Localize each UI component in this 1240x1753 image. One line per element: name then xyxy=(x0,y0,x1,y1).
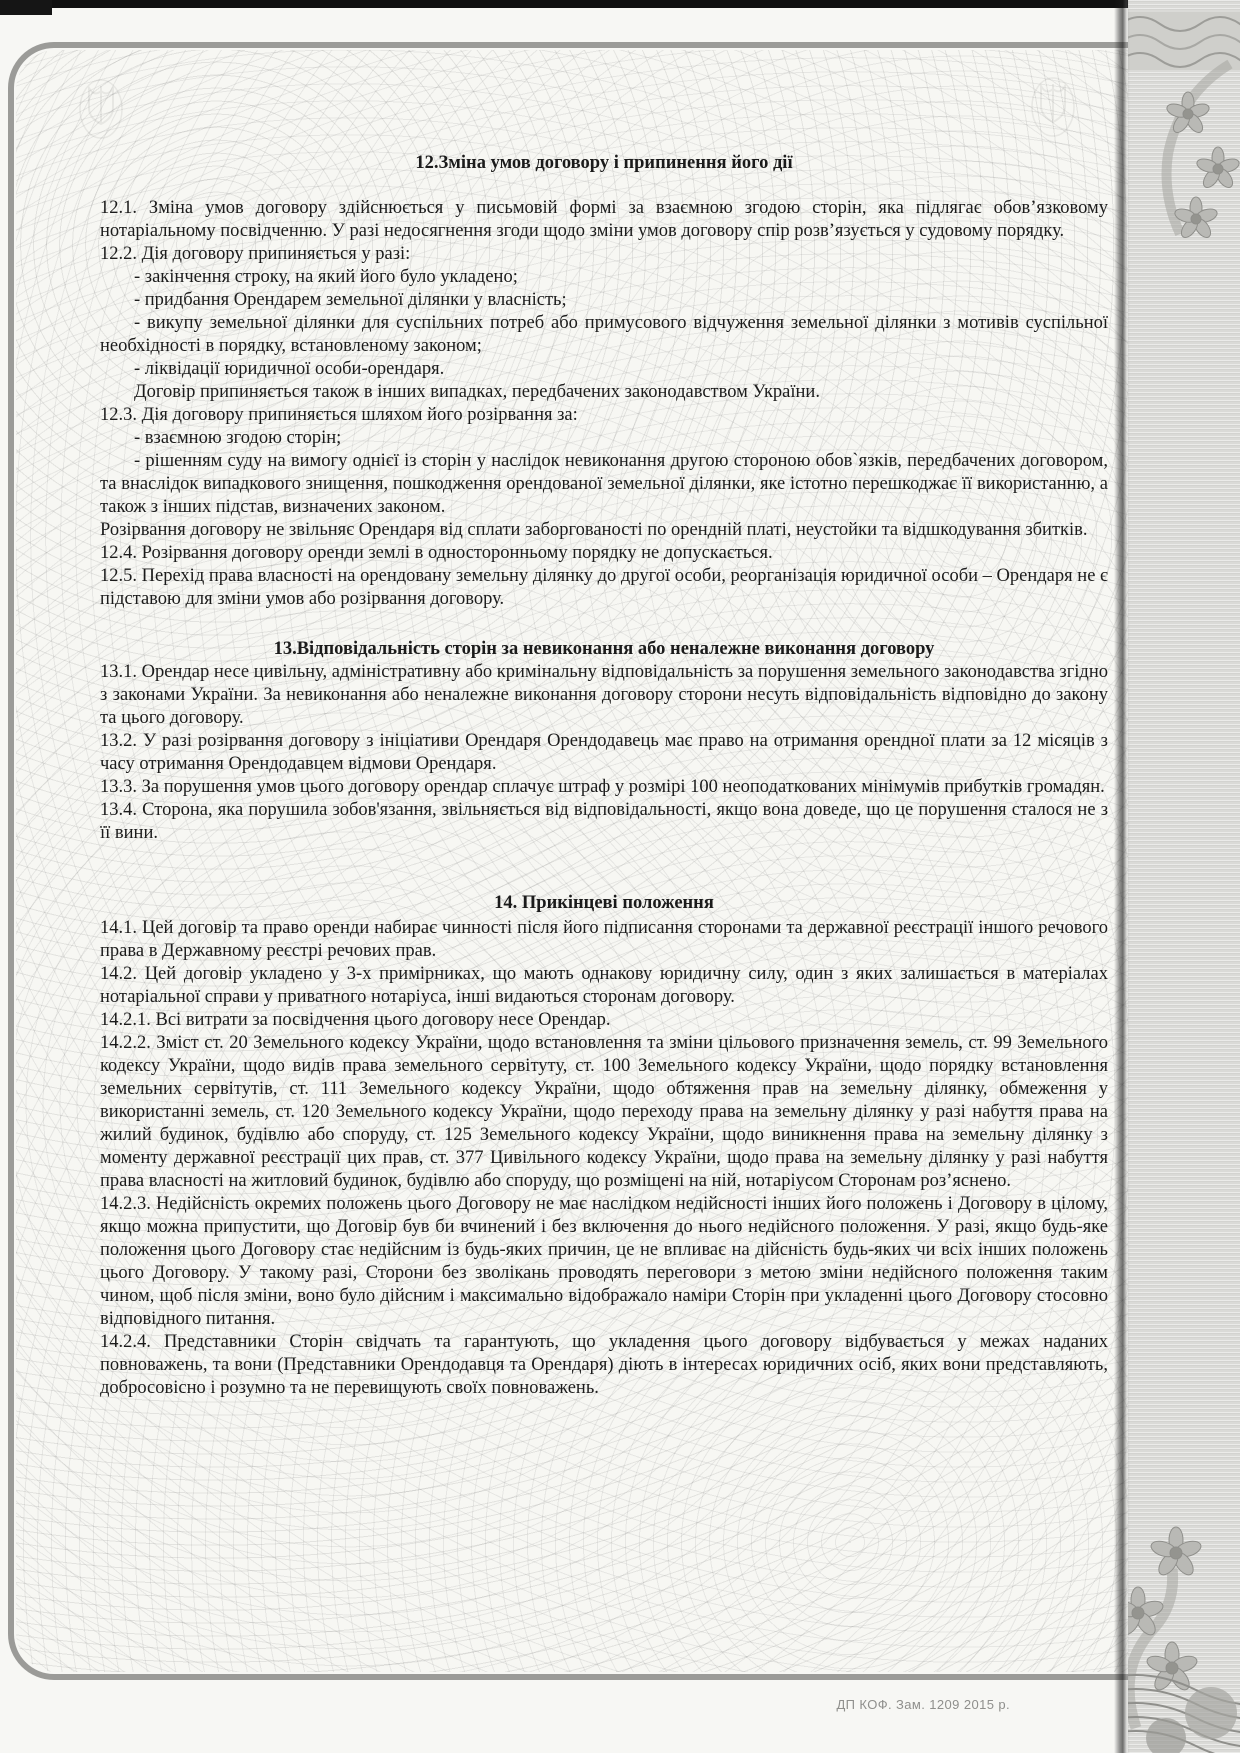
contract-paragraph: - ліквідації юридичної особи-орендаря. xyxy=(134,359,445,379)
contract-paragraph: 14.2. Цей договір укладено у 3-х примірниках, що мають однакову юридичну силу, один з яких залишається в матеріалах нотаріальної справи у приватного нотаріуса, інші видаються сторонам договору. xyxy=(100,964,1108,1007)
underlying-sheet-edge xyxy=(1128,0,1240,1753)
contract-paragraph: - придбання Орендарем земельної ділянки у власність; xyxy=(134,290,567,310)
contract-paragraph: 14.2.2. Зміст ст. 20 Земельного кодексу України, щодо встановлення та зміни цільового призначення земель, ст. 99 Земельного кодексу України, щодо видів права земельного сервітуту, ст. 100 Земельного кодексу України, щодо порядку встановлення земельних сервітутів, ст. 111 Земельного кодексу України, щодо обтяження прав на земельну ділянку, обмеження у використанні земель, ст. 120 Земельного кодексу України, щодо переходу права на земельну ділянку у разі набуття права на жилий будинок, будівлю або споруду, ст. 125 Земельного кодексу України, щодо виникнення права на земельну ділянку з моменту державної реєстрації цих прав, ст. 377 Цивільного кодексу України, щодо права на земельну ділянку у разі набуття права власності на житловий будинок, будівлю або споруду, що розміщені на ній, нотаріусом Сторонам роз’яснено. xyxy=(100,1033,1108,1191)
contract-paragraph: 14.1. Цей договір та право оренди набирає чинності після його підписання сторонами та державної реєстрації іншого речового права в Державному реєстрі речових прав. xyxy=(100,918,1108,961)
section-heading: 13.Відповідальність сторін за невиконання або неналежне виконання договору xyxy=(273,639,935,659)
floral-scroll-ornament-icon xyxy=(1128,1428,1240,1753)
contract-paragraph: 12.4. Розірвання договору оренди землі в односторонньому порядку не допускається. xyxy=(100,543,773,563)
contract-paragraph: 13.3. За порушення умов цього договору орендар сплачує штраф у розмірі 100 неоподаткованих мінімумів прибутків громадян. xyxy=(100,777,1105,797)
contract-paragraph: Договір припиняється також в інших випадках, передбачених законодавством України. xyxy=(134,382,820,402)
contract-paragraph: Розірвання договору не звільняє Орендаря від сплати заборгованості по орендній платі, неустойки та відшкодування збитків. xyxy=(100,520,1088,540)
contract-paragraph: - закінчення строку, на який його було укладено; xyxy=(134,267,518,287)
contract-paragraph: 14.2.3. Недійсність окремих положень цього Договору не має наслідком недійсності інших його положень і Договору в цілому, якщо можна припустити, що Договір був би вчинений і без включення до нього недійсного положення. У разі, якщо будь-яке положення цього Договору стає недійсним із будь-яких причин, це не впливає на дійсність будь-яких чи всіх інших положень цього Договору. У такому разі, Сторони без зволікань проводять переговори з метою зміни недійсного положення таким чином, щоб після зміни, воно було дійсним і максимально відображало наміри Сторін при укладенні цього Договору стосовно відповідного питання. xyxy=(100,1194,1108,1329)
contract-paragraph: 14.2.4. Представники Сторін свідчать та гарантують, що укладення цього договору відбувається у межах наданих повноважень, та вони (Представники Орендодавця та Орендаря) діють в інтересах юридичних осіб, яких вони представляють, добросовісно і розумно та не перевищують своїх повноважень. xyxy=(100,1332,1108,1398)
contract-paragraph: 13.1. Орендар несе цивільну, адміністративну або кримінальну відповідальність за порушення земельного законодавства згідно з законами України. За невиконання або неналежне виконання договору сторони несуть відповідальність відповідно до закону та цього договору. xyxy=(100,662,1108,728)
floral-scroll-ornament-icon xyxy=(1128,4,1240,254)
section-heading: 12.Зміна умов договору і припинення його дії xyxy=(415,153,793,173)
contract-body xyxy=(100,0,1108,1400)
contract-paragraph: 12.1. Зміна умов договору здійснюється у письмовій формі за взаємною згодою сторін, яка підлягає обов’язковому нотаріальному посвідченню. У разі недосягнення згоди щодо зміни умов договору спір розв’язується у судовому порядку. xyxy=(100,198,1108,241)
contract-paragraph: - викупу земельної ділянки для суспільних потреб або примусового відчуження земельної ділянки з мотивів суспільної необхідності в порядку, встановленому законом; xyxy=(100,313,1108,356)
contract-section xyxy=(100,638,1108,845)
contract-paragraph: 12.2. Дія договору припиняється у разі: xyxy=(100,244,411,264)
contract-section xyxy=(100,892,1108,1400)
page-fold-shadow xyxy=(1114,0,1130,1753)
contract-section xyxy=(100,152,1108,611)
contract-paragraph: 12.3. Дія договору припиняється шляхом його розірвання за: xyxy=(100,405,578,425)
contract-paragraph: 13.4. Сторона, яка порушила зобов'язання, звільняється від відповідальності, якщо вона доведе, що це порушення сталося не з її вини. xyxy=(100,800,1108,843)
printer-imprint: ДП КОФ. Зам. 1209 2015 р. xyxy=(836,1697,1010,1712)
contract-paragraph: 13.2. У разі розірвання договору з ініціативи Орендаря Орендодавець має право на отримання орендної плати за 12 місяців з часу отримання Орендодавцем відмови Орендаря. xyxy=(100,731,1108,774)
section-heading: 14. Прикінцеві положення xyxy=(494,893,714,913)
contract-paragraph: - рішенням суду на вимогу однієї із сторін у наслідок невиконання другою стороною обов`язків, передбачених договором, та внаслідок випадкового знищення, пошкодження орендованої земельної ділянки, яке істотно перешкоджає її використанню, а також з інших підстав, визначених законом. xyxy=(100,451,1108,517)
contract-paragraph: 14.2.1. Всі витрати за посвідчення цього договору несе Орендар. xyxy=(100,1010,611,1030)
contract-paragraph: - взаємною згодою сторін; xyxy=(134,428,342,448)
contract-paragraph: 12.5. Перехід права власності на орендовану земельну ділянку до другої особи, реорганізація юридичної особи – Орендаря не є підставою для зміни умов або розірвання договору. xyxy=(100,566,1108,609)
